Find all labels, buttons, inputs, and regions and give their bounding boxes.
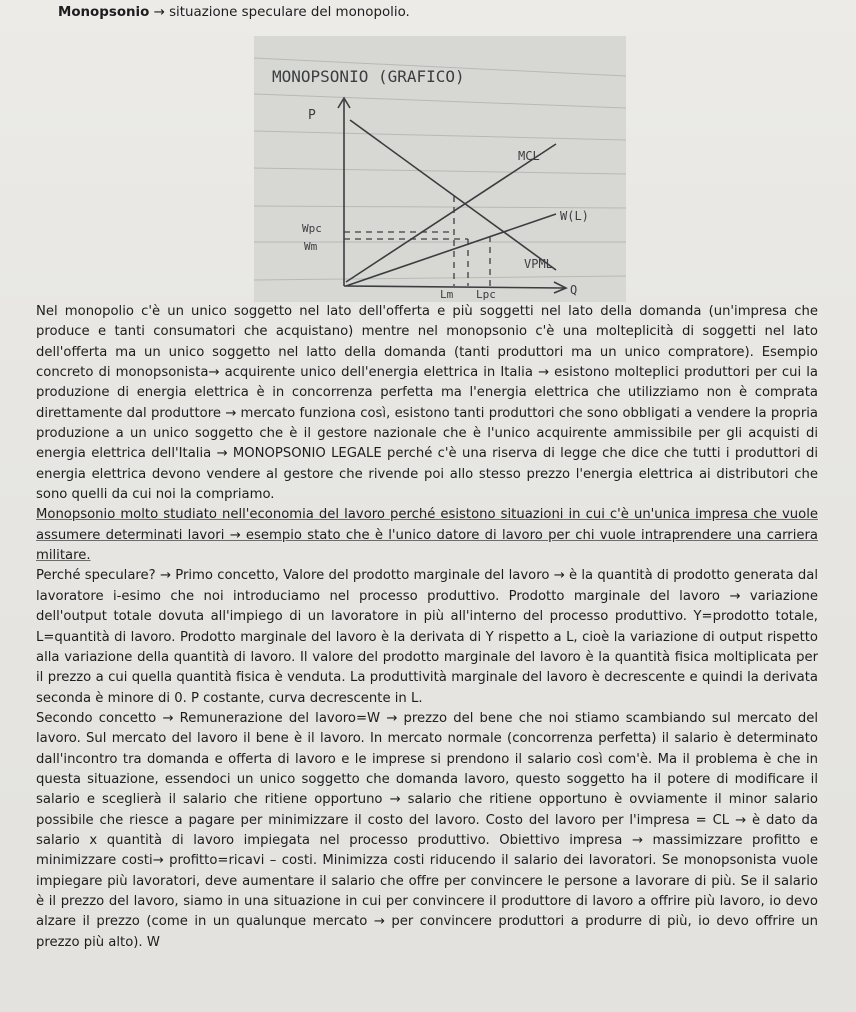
notes-body bbox=[36, 302, 818, 953]
page-header bbox=[58, 4, 478, 22]
label-q: Q bbox=[570, 283, 578, 297]
label-mcl: MCL bbox=[518, 149, 540, 163]
label-wl: W(L) bbox=[560, 209, 589, 223]
label-wpc: Wpc bbox=[302, 222, 322, 235]
label-vpml: VPML bbox=[524, 257, 553, 271]
label-wm: Wm bbox=[304, 240, 318, 253]
paragraph-first-concept: Perché speculare? → Primo concetto, Valore del prodotto marginale del lavoro → è la quantità di prodotto generata dal lavoratore i-esimo che noi introduciamo nel processo produttivo. Prodotto marginale del lavoro → variazione dell'output totale dovuta all'impiego di un lavoratore in più all'interno del processo produttivo. Y=prodotto totale, L=quantità di lavoro. Prodotto marginale del lavoro è la derivata di Y rispetto a L, cioè la variazione di output rispetto alla variazione della quantità di lavoro. Il valore del prodotto marginale del lavoro è la quantità fisica moltiplicata per il prezzo a cui quella quantità fisica è venduta. La produttività marginale del lavoro è decrescente e quindi la derivata seconda è minore di 0. P costante, curva decrescente in L. bbox=[36, 568, 818, 706]
paragraph-intro: Nel monopolio c'è un unico soggetto nel lato dell'offerta e più soggetti nel lato della domanda (un'impresa che produce e tanti consumatori che acquistano) mentre nel monopsonio c'è una molteplicità di soggetti nel lato dell'offerta ma un unico soggetto nel latto della domanda (tanti produttori ma un unico compratore). Esempio concreto di monopsonista→ acquirente unico dell'energia elettrica in Italia → esistono molteplici produttori per cui la produzione di energia elettrica è in concorrenza perfetta ma l'energia elettrica che utilizziamo non è comprata direttamente dal produttore → mercato funziona così, esistono tanti produttori che sono obbligati a vendere la propria produzione a un unico soggetto che è il gestore nazionale che è l'unico acquirente ammissibile per gli acquisti di energia elettrica dell'Italia → MONOPSONIO LEGALE perché c'è una riserva di legge che dice che tutti i produttori di energia elettrica devono vendere al gestore che rivende poi allo stesso prezzo l'energia elettrica ai distributori che sono quelli da cui noi la compriamo. bbox=[36, 304, 818, 503]
paragraph-labour-economics: Monopsonio molto studiato nell'economia del lavoro perché esistono situazioni in cui c'è un'unica impresa che vuole assumere determinati lavori → esempio stato che è l'unico datore di lavoro per chi vuole intraprendere una carriera militare. bbox=[36, 507, 818, 564]
header-title-bold: Monopsonio bbox=[58, 5, 150, 20]
monopsony-graph bbox=[254, 36, 626, 302]
label-lpc: Lpc bbox=[476, 288, 496, 301]
label-lm: Lm bbox=[440, 288, 454, 301]
label-p: P bbox=[308, 108, 316, 123]
graph-title: MONOPSONIO (GRAFICO) bbox=[272, 67, 465, 86]
paragraph-second-concept: Secondo concetto → Remunerazione del lavoro=W → prezzo del bene che noi stiamo scambiando sul mercato del lavoro. Sul mercato del lavoro il bene è il lavoro. In mercato normale (concorrenza perfetta) il salario è determinato dall'incontro tra domanda e offerta di lavoro e le imprese si prendono il salario così com'è. Ma il problema è che in questa situazione, essendoci un unico soggetto che domanda lavoro, questo soggetto ha il potere di modificare il salario e sceglierà il salario che ritiene opportuno → salario che ritiene opportuno è ovviamente il minor salario possibile che riesce a pagare per minimizzare il costo del lavoro. Costo del lavoro per l'impresa = CL → è dato da salario x quantità di lavoro impiegata nel processo produttivo. Obiettivo impresa → massimizzare profitto e minimizzare costi→ profitto=ricavi – costi. Minimizza costi riducendo il salario dei lavoratori. Se monopsonista vuole impiegare più lavoratori, deve aumentare il salario che offre per convincere le persone a lavorare di più. Se il salario è il prezzo del lavoro, siamo in una situazione in cui per convincere il produttore di lavoro a offrire più lavoro, io devo alzare il prezzo (come in un qualunque mercato → per convincere produttori a produrre di più, io devo offrire un prezzo più alto). W bbox=[36, 710, 818, 950]
header-title-rest: → situazione speculare del monopolio. bbox=[149, 5, 410, 20]
monopsony-graph-photo bbox=[254, 36, 626, 302]
